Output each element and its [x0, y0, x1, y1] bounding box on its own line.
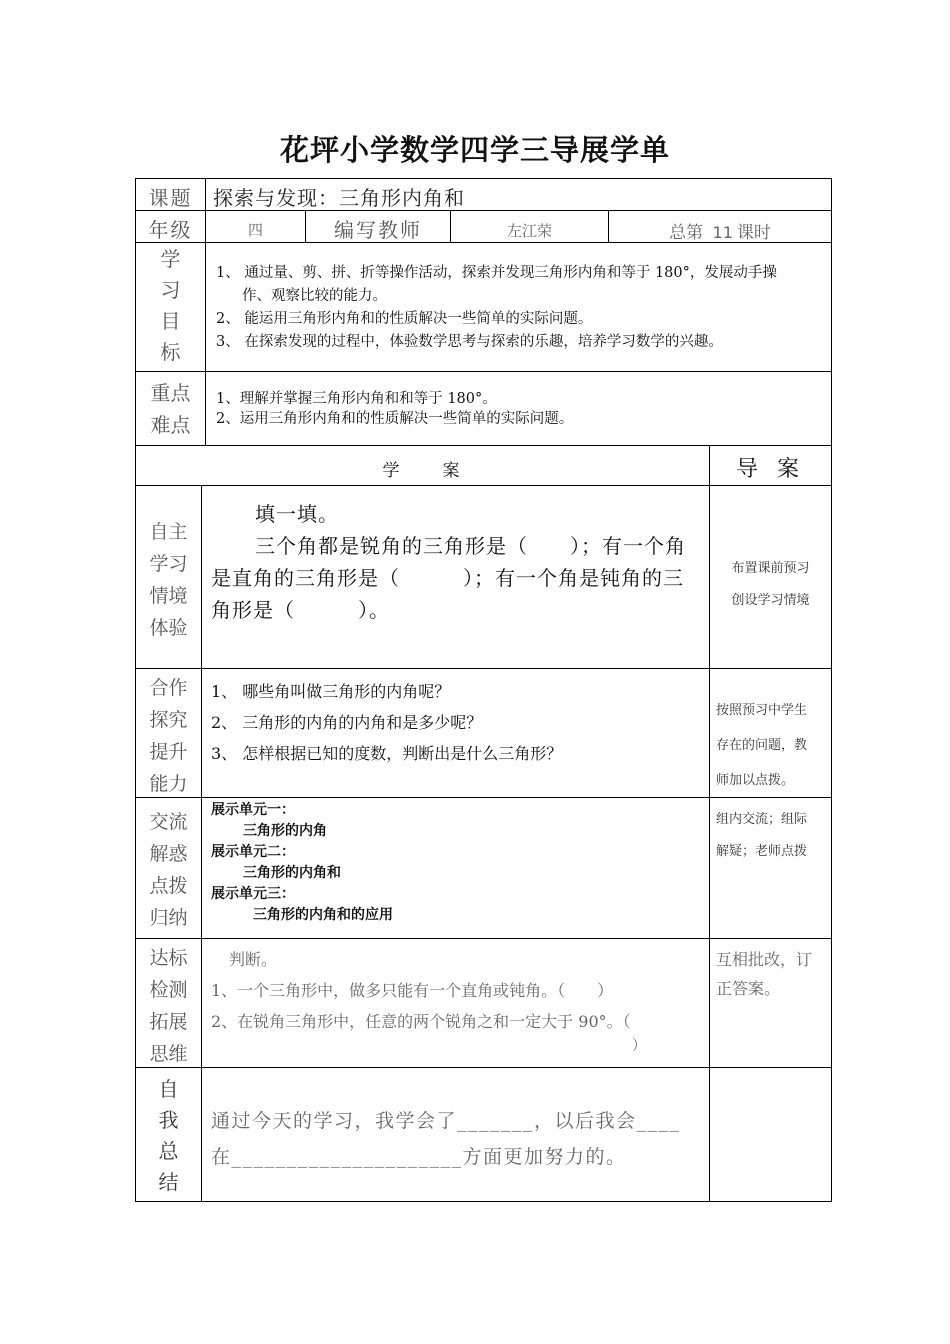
keypoint-item: 1、理解并掌握三角形内角和和等于 180°。	[216, 391, 497, 407]
guide-plan-header: 导 案	[736, 457, 805, 482]
teacher-label: 编写教师	[334, 218, 422, 242]
lesson-number: 11	[712, 223, 733, 242]
exchange-guide: 组内交流；组际 解疑；老师点拨	[716, 812, 808, 859]
keypoint-item: 2、运用三角形内角和的性质解决一些简单的实际问题。	[216, 411, 574, 427]
standard-guide: 互相批改，订 正答案。	[716, 950, 813, 998]
exchange-label: 交流 解惑 点拨 归纳	[149, 811, 188, 929]
summary-label: 自 我 总 结	[158, 1077, 179, 1194]
objective-item: 1、 通过量、剪、拼、折等操作活动，探索并发现三角形内角和等于 180°，发展动手操	[216, 265, 777, 281]
self-study-label: 自主 学习 情境 体验	[149, 521, 188, 639]
question-item: 1、 哪些角叫做三角形的内角呢？	[211, 682, 451, 701]
objectives-list	[216, 262, 828, 354]
study-plan-header: 学 案	[382, 461, 463, 481]
grade-label: 年级	[148, 218, 193, 242]
topic-value: 探索与发现：三角形内角和	[213, 186, 465, 210]
teacher-name: 左江荣	[506, 222, 552, 240]
question-item: 3、 怎样根据已知的度数，判断出是什么三角形？	[211, 744, 563, 763]
self-study-content: 填一填。 三个角都是锐角的三角形是（ ）；有一个角 是直角的三角形是（ ）；有一个角是钝角的三 角形是（ ）。	[211, 502, 686, 622]
objective-item: 作、观察比较的能力。	[242, 288, 387, 304]
self-study-guide: 布置课前预习 创设学习情境	[731, 561, 810, 608]
lesson-count	[609, 218, 831, 243]
keypoints-label: 重点 难点	[150, 381, 191, 437]
summary-content: 通过今天的学习，我学会了_______，以后我会____ 在_____________________方面更加努力的。	[211, 1110, 681, 1168]
objectives-label: 学 习 目 标	[160, 247, 181, 364]
exchange-content: 展示单元一： 三角形的内角 展示单元二： 三角形的内角和 展示单元三： 三角形的内角和的应用	[211, 802, 393, 923]
objective-item: 2、 能运用三角形内角和的性质解决一些简单的实际问题。	[216, 311, 593, 327]
cooperate-guide: 按照预习中学生 存在的问题，教 师加以点拨。	[716, 703, 808, 788]
cooperate-label: 合作 探究 提升 能力	[149, 677, 188, 795]
lesson-suffix: 课时	[736, 223, 771, 243]
keypoints-list	[216, 389, 816, 429]
topic-label: 课题	[148, 186, 193, 210]
page-title: 花坪小学数学四学三导展学单	[279, 133, 670, 167]
standard-content: 判断。 1、一个三角形中，做多只能有一个直角或钝角。（ ） 2、在锐角三角形中，任意的两个锐角之和一定大于 90°。（ ）	[211, 950, 646, 1054]
objective-item: 3、 在探索发现的过程中，体验数学思考与探索的乐趣，培养学习数学的兴趣。	[216, 334, 723, 350]
grade-value: 四	[247, 221, 263, 239]
question-item: 2、 三角形的内角的内角和是多少呢？	[211, 713, 483, 732]
cooperate-questions	[211, 676, 706, 769]
standard-label: 达标 检测 拓展 思维	[149, 947, 188, 1065]
lesson-prefix: 总第	[669, 223, 704, 243]
